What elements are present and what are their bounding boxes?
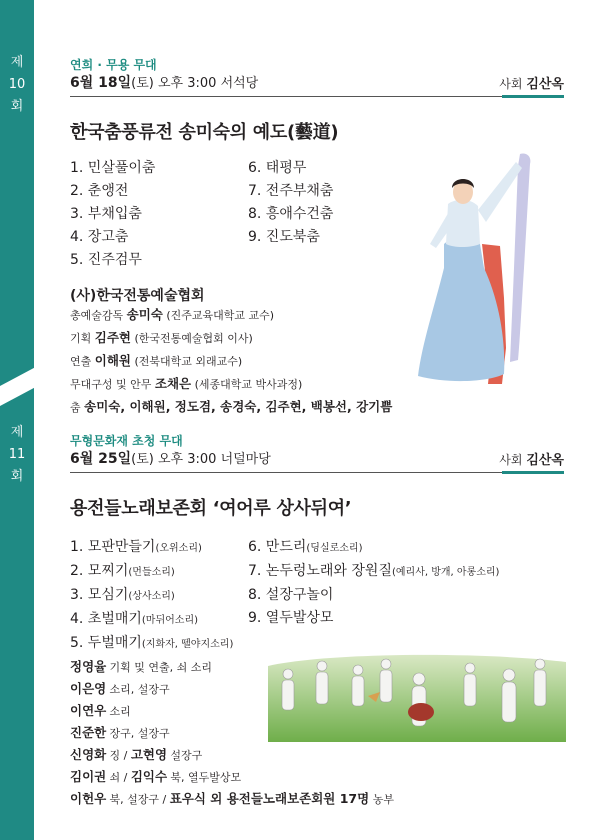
credit-note: (세종대학교 박사과정) — [194, 378, 303, 391]
credit-note: (한국전통예술협회 이사) — [134, 332, 253, 345]
program-item: 4. 장고춤 — [70, 229, 129, 245]
credit-role: 기획 — [70, 332, 92, 345]
event-time-venue: (토) 오후 3:00 너덜마당 — [131, 452, 271, 467]
program-item — [248, 584, 499, 607]
member-row — [70, 788, 394, 810]
member-role: 소리, 설장구 — [109, 683, 170, 696]
host-underline — [502, 95, 564, 98]
program-item-note: (예리사, 방개, 아롱소리) — [391, 567, 500, 578]
event-date — [70, 448, 271, 468]
host-label: 사회 — [499, 453, 523, 467]
credit-row — [70, 327, 392, 350]
credits-list — [70, 304, 392, 419]
performance-title: 용전들노래보존회 ‘여어루 상사뒤여’ — [70, 498, 352, 519]
program-item-name: 9. 열두발상모 — [248, 610, 334, 626]
episode-prefix: 제 — [10, 425, 24, 440]
farmer-head — [465, 663, 475, 673]
farmer — [534, 670, 546, 706]
credit-role: 연출 — [70, 355, 92, 368]
episode-suffix: 회 — [10, 469, 24, 484]
program-list-left — [70, 157, 155, 272]
member-role: 설장구 — [170, 749, 203, 762]
sidebar-divider — [0, 362, 46, 406]
member-role: 쇠 / — [109, 771, 128, 784]
episode-10-label — [0, 52, 34, 118]
program-list-left — [70, 536, 233, 656]
program-item-name: 2. 모찌기 — [70, 563, 129, 579]
program-item: 7. 전주부채춤 — [248, 183, 334, 199]
member-name: 정영율 — [70, 659, 107, 674]
member-role: 농부 — [372, 793, 394, 806]
program-item — [248, 607, 499, 630]
program-item — [248, 560, 499, 584]
farmer — [316, 672, 328, 704]
farmer-head — [353, 665, 363, 675]
credit-row — [70, 350, 392, 373]
host-label: 사회 — [499, 77, 523, 91]
member-name: 이연우 — [70, 703, 107, 718]
program-item-note: (상사소리) — [128, 591, 175, 602]
program-list-right — [248, 536, 499, 630]
host — [499, 73, 564, 92]
credit-role: 총예술감독 — [70, 309, 124, 322]
program-item: 5. 진주검무 — [70, 252, 142, 268]
host-underline — [502, 471, 564, 474]
program-item-note: (딩실로소리) — [306, 543, 363, 554]
event-month-day: 6월 25일 — [70, 451, 132, 467]
credit-name: 김주현 — [94, 330, 131, 345]
farmer-head — [413, 673, 425, 685]
stage-category: 연희 · 무용 무대 — [70, 58, 157, 72]
event-month-day: 6월 18일 — [70, 75, 132, 91]
farmer-head — [381, 659, 391, 669]
organization-name: (사)한국전통예술협회 — [70, 288, 205, 304]
credit-row — [70, 304, 392, 327]
credit-role: 무대구성 및 안무 — [70, 378, 152, 391]
credit-row — [70, 373, 392, 396]
program-item-note: (먼들소리) — [128, 567, 175, 578]
episode-suffix: 회 — [10, 99, 24, 114]
member-row — [70, 766, 394, 788]
program-item-name: 5. 두벌매기 — [70, 635, 142, 651]
program-item-name: 8. 설장구놀이 — [248, 587, 334, 603]
date-bar — [70, 446, 564, 473]
program-item-note: (마뒤어소리) — [141, 615, 199, 626]
member-role: 징 / — [109, 749, 128, 762]
member-name: 이헌우 — [70, 791, 107, 806]
host-name: 김산옥 — [526, 77, 564, 92]
farmer-head — [535, 659, 545, 669]
program-item: 1. 민살풀이춤 — [70, 160, 156, 176]
program-item — [70, 536, 233, 560]
credit-note: (전북대학교 외래교수) — [134, 355, 243, 368]
credit-note: (진주교육대학교 교수) — [166, 309, 275, 322]
event-date — [70, 72, 258, 92]
member-role: 기획 및 연출, 쇠 소리 — [109, 661, 212, 674]
farmer — [352, 676, 364, 706]
program-item-name: 1. 모판만들기 — [70, 539, 156, 555]
episode-number: 11 — [8, 447, 26, 462]
episode-prefix: 제 — [10, 55, 24, 70]
program-item — [248, 536, 499, 560]
member-role: 북, 설장구 / — [109, 793, 167, 806]
date-bar — [70, 70, 564, 97]
farmer-head — [317, 661, 327, 671]
program-item: 6. 태평무 — [248, 160, 307, 176]
raised-arm — [478, 162, 522, 222]
program-list-right — [248, 157, 333, 249]
member-role: 소리 — [109, 705, 131, 718]
credit-role: 춤 — [70, 401, 81, 414]
member-role: 북, 열두발상모 — [170, 771, 242, 784]
farmers-photo — [268, 652, 566, 742]
member-role: 장구, 설장구 — [109, 727, 170, 740]
member-name: 김이권 — [70, 769, 107, 784]
member-name: 이은영 — [70, 681, 107, 696]
program-item — [70, 632, 233, 656]
silk-scarf-lavender — [510, 153, 530, 362]
program-item-name: 7. 논두렁노래와 장원질 — [248, 563, 392, 579]
member-name: 진준한 — [70, 725, 107, 740]
program-item-note: (오위소리) — [155, 543, 202, 554]
member-row — [70, 744, 394, 766]
farmer-head — [503, 669, 515, 681]
program-item: 2. 춘앵전 — [70, 183, 129, 199]
program-item — [70, 560, 233, 584]
janggu-drum — [408, 703, 434, 721]
program-item-note: (지화자, 뗄야지소리) — [141, 639, 234, 650]
event-time-venue: (토) 오후 3:00 서석당 — [131, 76, 259, 91]
farmer — [502, 682, 516, 722]
episode-number: 10 — [8, 77, 26, 92]
program-item: 9. 진도북춤 — [248, 229, 320, 245]
program-item-name: 4. 초벌매기 — [70, 611, 142, 627]
member-name: 김익수 — [130, 769, 168, 784]
farmer — [380, 670, 392, 702]
credit-name: 송미숙, 이해원, 정도겸, 송경숙, 김주현, 백봉선, 강기쁨 — [84, 399, 393, 414]
performance-title: 한국춤풍류전 송미숙의 예도(藝道) — [70, 122, 339, 143]
host-name: 김산옥 — [526, 453, 564, 468]
dancer-photo — [408, 148, 544, 390]
credit-name: 이해원 — [94, 353, 131, 368]
episode-11-label — [0, 422, 34, 488]
stage-category: 무형문화재 초청 무대 — [70, 434, 183, 448]
farmer-head — [283, 669, 293, 679]
host — [499, 449, 564, 468]
program-item — [70, 608, 233, 632]
farmer — [282, 680, 294, 710]
farmer — [464, 674, 476, 706]
credit-name: 조채은 — [154, 376, 192, 391]
program-item-name: 3. 모심기 — [70, 587, 129, 603]
program-item-name: 6. 만드리 — [248, 539, 307, 555]
credit-row — [70, 396, 392, 419]
member-name: 신영화 — [70, 747, 107, 762]
program-item: 8. 흥애수건춤 — [248, 206, 334, 222]
sidebar-band — [0, 0, 34, 840]
member-name: 표우식 외 용전들노래보존회원 17명 — [169, 791, 370, 806]
credit-name: 송미숙 — [126, 307, 163, 322]
member-name: 고현영 — [130, 747, 168, 762]
program-item — [70, 584, 233, 608]
program-item: 3. 부채입춤 — [70, 206, 142, 222]
